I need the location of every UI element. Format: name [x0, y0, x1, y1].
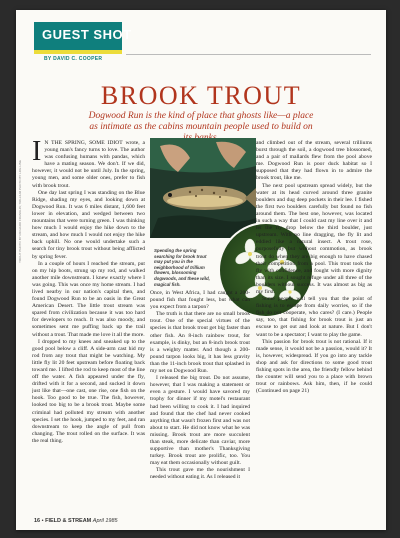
- page-footer: [34, 518, 118, 524]
- issue-date: April 1985: [92, 518, 118, 524]
- column-right: [256, 140, 372, 510]
- paragraph: The truth is that there are no small brook trout. One of the special virtues of the species is that brook trout get big faster than other fish. An 8-inch rainbow trout, for example, is dinky, but an 8-inch brook trout is a weighty matter. And though a 200-pound tarpon looks big, it has less gravity than the 11-inch brook trout that splashed in my net on Dogwood Run.: [150, 311, 250, 375]
- column-left: [32, 140, 145, 510]
- deck: Dogwood Run is the kind of place that ghosts like—a place as intimate as the cabins mountain people used to build on: [88, 111, 314, 132]
- paragraph: I dropped to my knees and sneaked up to the good pool below a cliff. A side-arm cast hid my rod from any trout that might be watching. My little fly lit 20 feet upstream before floating back toward me. I lifted the rod to keep most of the line off the water. A fish appeared under the fly, drifted with it for a second, and sucked it down just like that—one cast, one rise, one fish on the hook. Too good to be true. The fish, however, looked too big to be a brook trout. Maybe some criminal had polluted my stream with another species. I set the hook, jumped to my feet, and ran downstream to keep the angle of pull from changing. The trout rolled on the surface. It was the real thing.: [32, 338, 145, 444]
- paragraph: The next pool upstream spread widely, but the water at its head curved around three granite boulders and dug deep pockets in their lee. I fished the first two boulders carefully but found no fish around them. The best one, however, was located in such a way that I could cast my line over it and let the fly drop below the third boulder, just upstream. With no line dragging, the fly lit and eddied like a natural insect. A trout rose, purposefully but without commotion, as brook trout do when they are big enough to have chased their competition from a pool. This trout took the fly with confidence, and fought with more dignity than its size. I sought refuge under all three of the boulders without success. It was almost as big as my first.: [256, 182, 372, 295]
- header-divider: [126, 54, 371, 55]
- drop-cap: I: [32, 140, 42, 167]
- headline: BROOK TROUT: [100, 81, 302, 110]
- paragraph: This passion for brook trout is not rational. If it made sense, it would not be a passion, would it? It is, however, widespread. If you go into any tackle shop and ask for directions to some good trout fishing spots in the area, the friendly fellow behind the counter will send you to a place with brown trout or rainbows. Ask him, then, if he could (Continued on page 21): [256, 338, 372, 395]
- paragraph: In a couple of hours I reached the stream, put on my hip boots, strung up my rod, and walked another mile downstream. I knew exactly where I was going. This was once my home stream. I had lived nearby in our nation's capital then, and found Dogwood Run to be an oasis in the Great American Desert. The little trout stream was spared from civilization because it was too hard for developers to reach. It was also moody, and sometimes sent me puffing back up the trail without a trout. That made me love it all the more.: [32, 260, 145, 338]
- footer-separator: •: [41, 518, 46, 524]
- section-label: GUEST SHOT: [42, 27, 132, 42]
- paragraph: N THE SPRING, SOME IDIOT wrote, a young man's fancy turns to love. The author was confusing humans with pandas, which have a mating season. We don't. If we did, however, it would not be until July. In the spring, young men, and some older ones, prefer to fish with brook trout.: [32, 140, 145, 189]
- page-number: 16: [34, 518, 41, 524]
- photo-credit: TROUT PHOTO BY RICHARD FRANKLIN; TRILLIUM PHOTO BY LIFE LINE: [18, 160, 22, 263]
- magazine-page: [16, 10, 386, 530]
- paragraph: I released the big trout. Do not assume, however, that I was making a statement or even a gesture. I would have savored my trophy for dinner if my motel's restaurant had been willing to cook it. I had inquired and found that the chef had never cooked anything that wasn't frozen first and was not about to start. He did not know what he was missing. Brook trout are more succulent than steak, more delicate than caviar, more supportive than mother's Thanksgiving turkey. Brook trout are prolific, too. You may eat them occasionally without guilt.: [150, 375, 250, 467]
- trout-illustration: [150, 138, 256, 238]
- paragraph: This trout gave me the nourishment I needed without eating it. As I released it: [150, 467, 250, 481]
- trout-photo: [150, 138, 256, 238]
- paragraph: Once, in West Africa, I had caught a 200-pound fish that fought less, but what can you expect from a tarpon?: [150, 290, 250, 311]
- byline: BY DAVID C. COOPER: [44, 56, 103, 62]
- paragraph: and climbed out of the stream, several trilliums burst through the soil, a dogwood tree blossomed, and a pair of mallards flew from the pool above me. Dogwood Run is poor duck habitat so I supposed that they had flown in to admire the brook trout, like me.: [256, 140, 372, 182]
- column-middle: [150, 290, 250, 510]
- magazine-name: FIELD & STREAM: [45, 518, 92, 524]
- paragraph: One day last spring I was standing on the Blue Ridge, shading my eyes, and looking down at Dogwood Run. It was 6 miles distant, 1,600 feet lower in elevation, and wedged between two mountains that were turning green. I was thinking how much I would enjoy the hike down to the stream, and how much I would not enjoy the hike back uphill. No one would undertake such a search for tiny brook trout without being afflicted by spring fever.: [32, 189, 145, 260]
- pull-quote: Spending the spring searching for brook trout may put you in the neighborhood of trillium flowers, blossoming dogwoods, and these wild, magical fish.: [154, 248, 210, 287]
- paragraph: Some people will tell you that the point of fishing is to escape from daily worries, so if the fish do not cooperate, who cares? (I care.) People say, too, that fishing for brook trout is just an excuse to get out and look at nature. But I don't want to be a spectator; I want to play the game.: [256, 296, 372, 338]
- section-rule: [34, 50, 122, 54]
